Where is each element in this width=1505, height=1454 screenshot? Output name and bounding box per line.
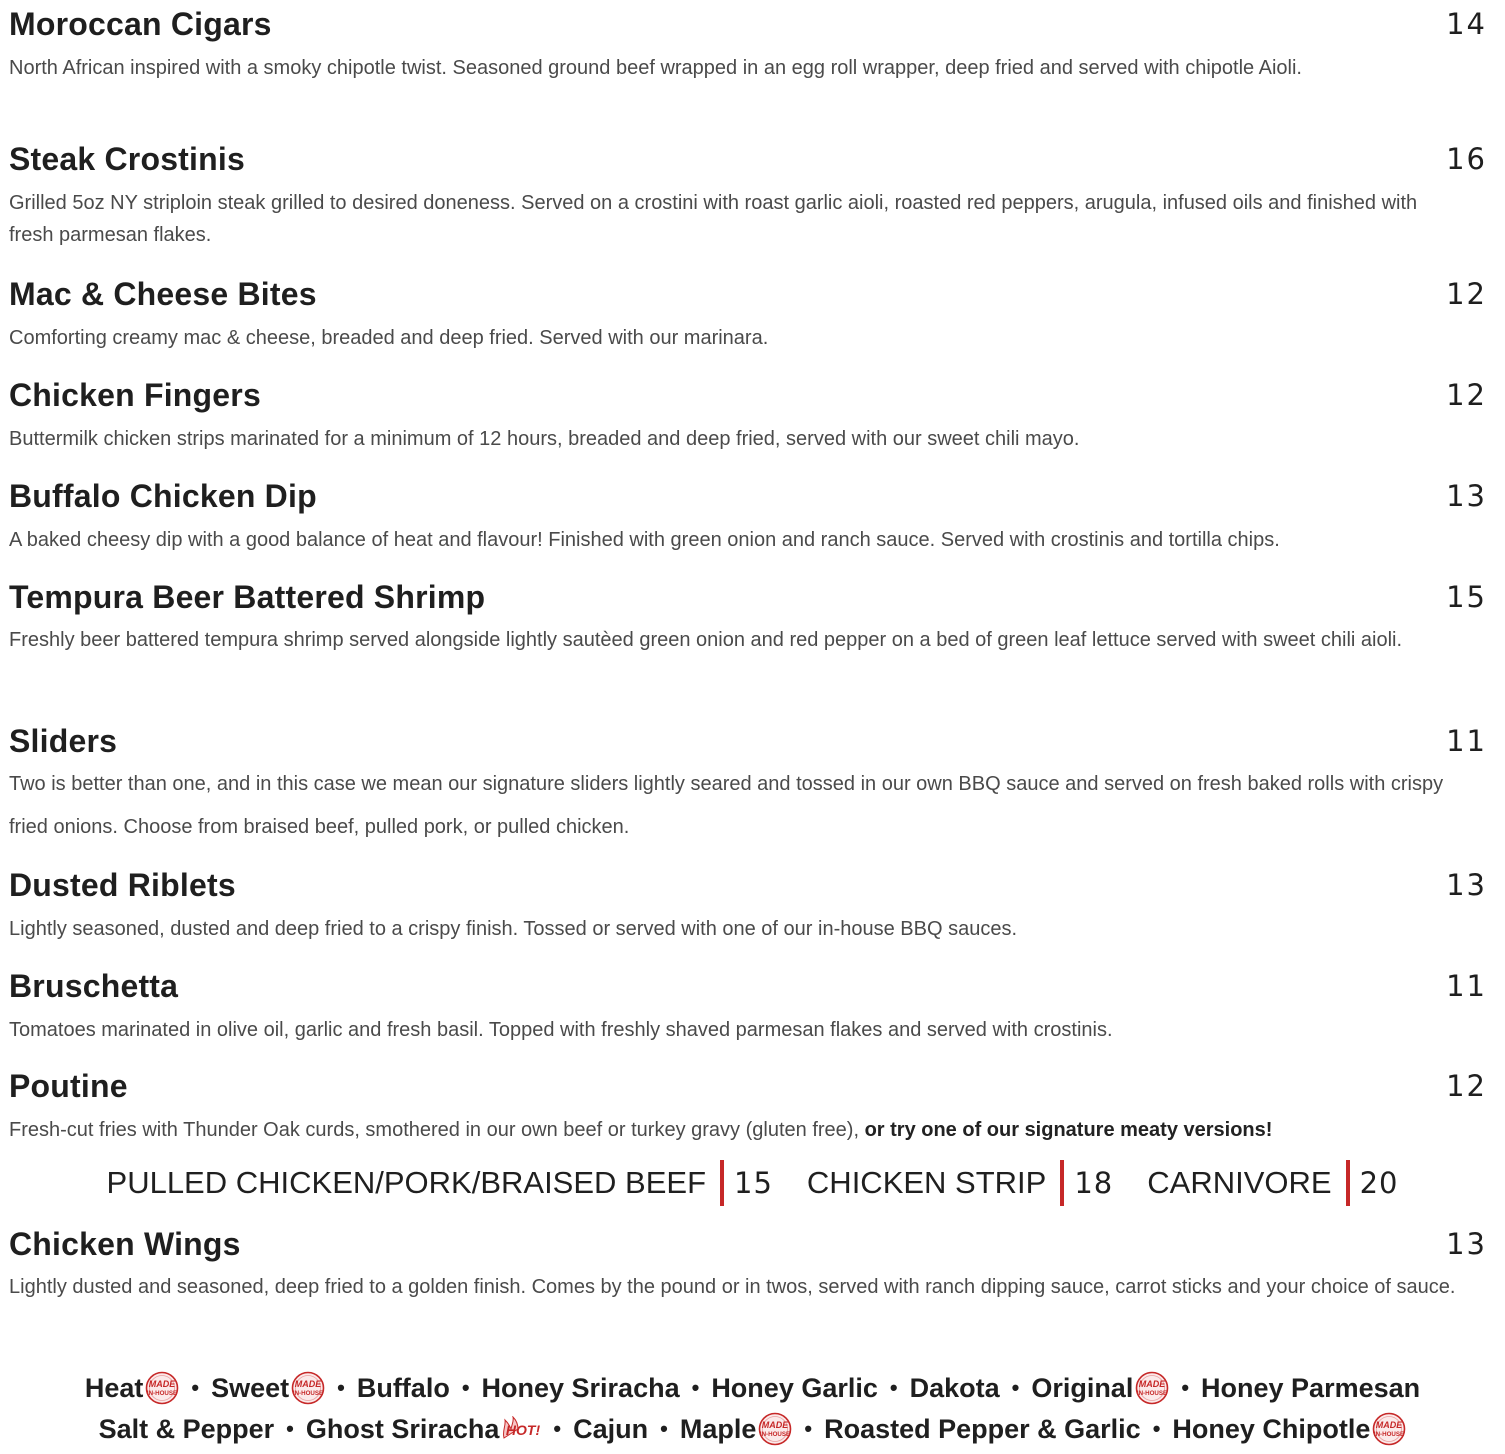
item-description: Buttermilk chicken strips marinated for a minimum of 12 hours, breaded and deep fried, served with our sweet chili mayo. <box>9 428 1080 450</box>
variant-price: 20 <box>1359 1165 1399 1200</box>
made-in-house-badge-icon <box>145 1371 179 1405</box>
made-in-house-badge-icon <box>758 1412 792 1446</box>
sauce-separator: • <box>889 1374 898 1400</box>
item-name: Dusted Riblets <box>9 867 236 903</box>
item-price: 12 <box>1446 1069 1487 1103</box>
item-name: Sliders <box>9 723 118 759</box>
menu-item-moroccan-cigars <box>9 4 1489 84</box>
sauce-name: Heat <box>84 1372 144 1403</box>
item-price: 13 <box>1446 479 1487 513</box>
item-name: Chicken Fingers <box>9 377 261 413</box>
sauce-separator: • <box>286 1415 294 1441</box>
item-price: 14 <box>1446 7 1487 41</box>
item-price: 13 <box>1446 868 1487 902</box>
sauce-name: Original <box>1031 1372 1134 1403</box>
made-in-house-badge-icon <box>291 1371 325 1405</box>
item-name: Tempura Beer Battered Shrimp <box>9 579 486 615</box>
badge-text: MADE <box>149 1378 176 1389</box>
made-in-house-badge-icon <box>1135 1371 1169 1405</box>
sauce-name: Ghost Sriracha <box>305 1413 500 1444</box>
item-name: Moroccan Cigars <box>9 6 272 42</box>
sauce-separator: • <box>337 1374 345 1400</box>
item-price: 11 <box>1446 969 1487 1003</box>
item-price: 12 <box>1446 277 1487 311</box>
made-in-house-badge <box>291 1371 325 1405</box>
sauce-name: Maple <box>679 1413 757 1444</box>
poutine-variant <box>807 1158 1113 1206</box>
sauce-separator: • <box>660 1415 668 1441</box>
sauce-name: Dakota <box>909 1372 1000 1403</box>
item-price: 12 <box>1446 378 1487 412</box>
menu-item-dusted-riblets <box>9 865 1489 945</box>
sauce-list-row-1 <box>0 1366 1505 1408</box>
sauce-list-row-2 <box>0 1407 1505 1449</box>
made-in-house-badge <box>145 1371 179 1405</box>
sauce-name: Honey Chipotle <box>1172 1413 1371 1444</box>
item-description: Tomatoes marinated in olive oil, garlic and fresh basil. Topped with freshly shaved parmesan flakes and served with crostinis. <box>9 1019 1113 1041</box>
sauce-name: Cajun <box>573 1413 649 1444</box>
badge-text: IN-HOUSE <box>292 1389 324 1397</box>
item-price: 15 <box>1446 580 1487 614</box>
menu-item-mac-cheese-bites <box>9 274 1489 354</box>
menu-item-bruschetta <box>9 966 1489 1046</box>
made-in-house-badge-icon <box>1372 1412 1406 1446</box>
variant-divider <box>1346 1160 1350 1206</box>
menu-item-steak-crostinis <box>9 139 1489 251</box>
badge-text: MADE <box>294 1378 322 1389</box>
sauce-name: Sweet <box>211 1372 290 1403</box>
item-name: Mac & Cheese Bites <box>9 276 317 312</box>
variant-label: PULLED CHICKEN/PORK/BRAISED BEEF <box>106 1164 707 1200</box>
made-in-house-badge <box>758 1412 792 1446</box>
badge-text: MADE <box>1376 1419 1403 1430</box>
badge-text: MADE <box>762 1419 789 1430</box>
sauce-name: Salt & Pepper <box>98 1413 275 1444</box>
item-description: Two is better than one, and in this case we mean our signature sliders lightly seared and tossed in our own BBQ sauce and served on fresh baked rolls with crispy fried onions. Choose from braised beef, pulled pork, or pulled chicken. <box>9 773 1444 838</box>
sauce-separator: • <box>553 1415 562 1441</box>
sauce-separator: • <box>804 1415 813 1441</box>
menu-item-sliders <box>9 721 1489 849</box>
sauce-name: Honey Sriracha <box>481 1372 680 1403</box>
sauce-separator: • <box>1181 1374 1190 1400</box>
item-price: 11 <box>1446 724 1487 758</box>
item-description: Lightly seasoned, dusted and deep fried to a crispy finish. Tossed or served with one of our in-house BBQ sauces. <box>9 918 1017 940</box>
item-price: 16 <box>1446 142 1487 176</box>
variant-label: CHICKEN STRIP <box>806 1164 1047 1200</box>
item-description: Grilled 5oz NY striploin steak grilled to desired doneness. Served on a crostini with roast garlic aioli, roasted red peppers, arugula, infused oils and finished with fresh parmesan flakes. <box>9 192 1418 246</box>
sauce-separator: • <box>191 1374 200 1400</box>
item-description-text: Fresh-cut fries with Thunder Oak curds, smothered in our own beef or turkey gravy (gluten free), <box>9 1119 865 1141</box>
sauce-name: Buffalo <box>356 1372 450 1403</box>
sauce-name: Roasted Pepper & Garlic <box>824 1413 1141 1444</box>
item-description: Lightly dusted and seasoned, deep fried to a golden finish. Comes by the pound or in twos, served with ranch dipping sauce, carrot sticks and your choice of sauce. <box>9 1276 1456 1298</box>
variant-divider <box>1060 1160 1064 1206</box>
hot-badge-icon <box>501 1416 541 1442</box>
menu-item-buffalo-chicken-dip <box>9 476 1489 556</box>
menu-item-chicken-wings <box>9 1224 1489 1309</box>
poutine-variants <box>0 1158 1505 1206</box>
sauce-separator: • <box>1152 1415 1161 1441</box>
sauce-separator: • <box>461 1374 470 1400</box>
made-in-house-badge <box>1135 1371 1169 1405</box>
sauce-name: Honey Parmesan <box>1201 1372 1421 1403</box>
sauce-separator: • <box>691 1374 700 1400</box>
menu-item-tempura-shrimp <box>9 577 1489 662</box>
sauce-name: Honey Garlic <box>711 1372 878 1403</box>
menu-item-chicken-fingers <box>9 375 1489 455</box>
item-name: Steak Crostinis <box>9 141 245 177</box>
item-name: Bruschetta <box>9 968 179 1004</box>
badge-text: MADE <box>1139 1378 1166 1389</box>
item-name: Chicken Wings <box>9 1226 241 1262</box>
item-description: Freshly beer battered tempura shrimp served alongside lightly sautèed green onion and red pepper on a bed of green leaf lettuce served with sweet chili aioli. <box>9 629 1403 651</box>
variant-divider <box>720 1160 724 1206</box>
item-description <box>9 1114 1459 1146</box>
item-name: Buffalo Chicken Dip <box>9 478 317 514</box>
badge-text: IN-HOUSE <box>147 1389 178 1397</box>
badge-text: IN-HOUSE <box>1137 1389 1168 1397</box>
made-in-house-badge <box>1372 1412 1406 1446</box>
poutine-variant <box>107 1158 773 1206</box>
variant-price: 18 <box>1074 1165 1114 1200</box>
badge-text: HOT! <box>506 1421 541 1438</box>
variant-label: CARNIVORE <box>1147 1164 1332 1200</box>
item-description: A baked cheesy dip with a good balance of heat and flavour! Finished with green onion and ranch sauce. Served with crostinis and tortilla chips. <box>9 529 1280 551</box>
item-description: Comforting creamy mac & cheese, breaded and deep fried. Served with our marinara. <box>9 327 769 349</box>
menu-item-poutine <box>9 1066 1489 1146</box>
item-description: North African inspired with a smoky chipotle twist. Seasoned ground beef wrapped in an egg roll wrapper, deep fried and served with chipotle Aioli. <box>9 57 1302 79</box>
sauce-separator: • <box>1011 1374 1020 1400</box>
variant-price: 15 <box>734 1165 773 1200</box>
item-name: Poutine <box>9 1068 128 1104</box>
badge-text: IN-HOUSE <box>760 1430 791 1438</box>
item-description-highlight: or try one of our signature meaty versions! <box>864 1119 1273 1141</box>
badge-text: IN-HOUSE <box>1374 1430 1405 1438</box>
poutine-variant <box>1147 1158 1398 1206</box>
hot-badge <box>501 1416 541 1442</box>
item-price: 13 <box>1446 1227 1487 1261</box>
